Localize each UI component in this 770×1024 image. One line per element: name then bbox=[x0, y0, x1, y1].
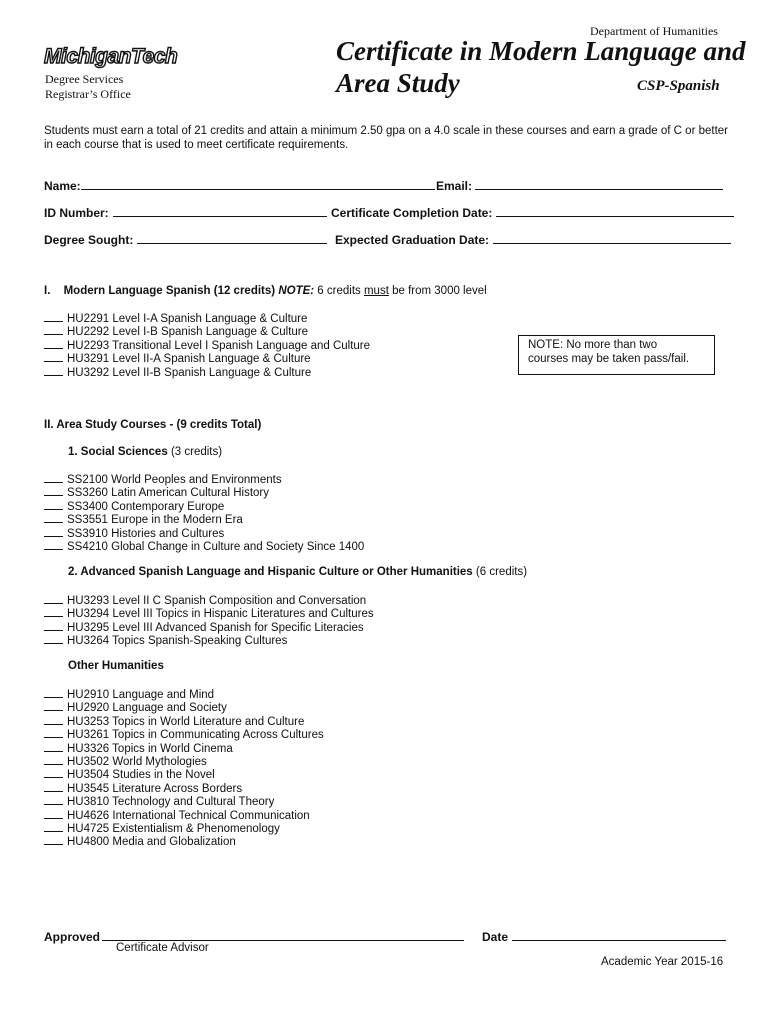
degree-sought-label: Degree Sought: bbox=[44, 233, 134, 247]
list-item[interactable]: SS3400 Contemporary Europe bbox=[44, 499, 364, 512]
certificate-advisor-label: Certificate Advisor bbox=[116, 942, 209, 954]
michigan-tech-logo bbox=[44, 45, 177, 69]
list-item[interactable]: HU4626 International Technical Communication bbox=[44, 808, 324, 821]
list-item[interactable]: HU3326 Topics in World Cinema bbox=[44, 741, 324, 754]
graduation-date-field[interactable] bbox=[335, 232, 731, 247]
checkbox-blank[interactable] bbox=[44, 365, 63, 376]
checkbox-blank[interactable] bbox=[44, 727, 63, 738]
list-item[interactable]: SS2100 World Peoples and Environments bbox=[44, 472, 364, 485]
checkbox-blank[interactable] bbox=[44, 324, 63, 335]
checkbox-blank[interactable] bbox=[44, 351, 63, 362]
list-item[interactable]: HU3292 Level II-B Spanish Language & Culture bbox=[44, 365, 370, 378]
email-field[interactable] bbox=[436, 178, 723, 193]
advanced-spanish-course-list bbox=[44, 593, 374, 647]
checkbox-blank[interactable] bbox=[44, 781, 63, 792]
note-box-line-2: courses may be taken pass/fail. bbox=[528, 352, 690, 365]
list-item[interactable]: SS3260 Latin American Cultural History bbox=[44, 485, 364, 498]
checkbox-blank[interactable] bbox=[44, 821, 63, 832]
list-item[interactable]: SS4210 Global Change in Culture and Society Since 1400 bbox=[44, 539, 364, 552]
checkbox-blank[interactable] bbox=[44, 767, 63, 778]
note-box-line-1: NOTE: No more than two bbox=[528, 339, 658, 351]
degree-sought-input-line[interactable] bbox=[137, 232, 327, 244]
certificate-code: CSP-Spanish bbox=[637, 78, 720, 94]
intro-text-line-1: Students must earn a total of 21 credits and attain a minimum 2.50 gpa on a 4.0 scale in these courses and earn a grade of C or better bbox=[44, 125, 729, 137]
checkbox-blank[interactable] bbox=[44, 512, 63, 523]
list-item[interactable]: HU3261 Topics in Communicating Across Cultures bbox=[44, 727, 324, 740]
office-line-1: Degree Services bbox=[45, 72, 124, 86]
social-sciences-course-list bbox=[44, 472, 364, 552]
approved-signature-line[interactable] bbox=[102, 929, 464, 941]
list-item[interactable]: HU3264 Topics Spanish-Speaking Cultures bbox=[44, 633, 374, 646]
section-1-note-pre: 6 credits bbox=[317, 285, 361, 297]
social-sciences-heading bbox=[68, 446, 222, 458]
academic-year: Academic Year 2015-16 bbox=[601, 956, 724, 968]
logo-text-michigan: Michigan bbox=[44, 45, 132, 68]
page-title-line-2: Area Study bbox=[336, 68, 460, 98]
list-item[interactable]: SS3910 Histories and Cultures bbox=[44, 526, 364, 539]
list-item[interactable]: HU3295 Level III Advanced Spanish for Specific Literacies bbox=[44, 620, 374, 633]
approved-label: Approved bbox=[44, 930, 101, 944]
email-input-line[interactable] bbox=[475, 178, 723, 190]
advanced-spanish-title: 2. Advanced Spanish Language and Hispanic Culture or Other Humanities bbox=[68, 566, 473, 578]
checkbox-blank[interactable] bbox=[44, 472, 63, 483]
list-item[interactable]: HU2293 Transitional Level I Spanish Language and Culture bbox=[44, 338, 370, 351]
checkbox-blank[interactable] bbox=[44, 741, 63, 752]
advanced-spanish-credits: (6 credits) bbox=[475, 566, 528, 578]
checkbox-blank[interactable] bbox=[44, 539, 63, 550]
checkbox-blank[interactable] bbox=[44, 808, 63, 819]
list-item[interactable]: HU3253 Topics in World Literature and Culture bbox=[44, 714, 324, 727]
office-line-2: Registrar’s Office bbox=[45, 87, 131, 101]
checkbox-blank[interactable] bbox=[44, 754, 63, 765]
checkbox-blank[interactable] bbox=[44, 593, 63, 604]
checkbox-blank[interactable] bbox=[44, 606, 63, 617]
list-item[interactable]: HU4725 Existentialism & Phenomenology bbox=[44, 821, 324, 834]
department-label: Department of Humanities bbox=[590, 24, 718, 38]
section-1-note-post: be from 3000 level bbox=[392, 285, 487, 297]
page-title-line-1: Certificate in Modern Language and bbox=[336, 36, 746, 66]
pass-fail-note-box bbox=[518, 335, 715, 375]
name-input-line[interactable] bbox=[81, 178, 435, 190]
list-item[interactable]: SS3551 Europe in the Modern Era bbox=[44, 512, 364, 525]
graduation-date-input-line[interactable] bbox=[493, 232, 731, 244]
approved-field[interactable] bbox=[44, 929, 464, 944]
name-label: Name: bbox=[44, 179, 81, 193]
checkbox-blank[interactable] bbox=[44, 338, 63, 349]
list-item[interactable]: HU2920 Language and Society bbox=[44, 700, 324, 713]
other-humanities-heading: Other Humanities bbox=[68, 660, 164, 672]
checkbox-blank[interactable] bbox=[44, 700, 63, 711]
list-item[interactable]: HU3504 Studies in the Novel bbox=[44, 767, 324, 780]
advanced-spanish-heading bbox=[68, 566, 527, 578]
list-item[interactable]: HU3502 World Mythologies bbox=[44, 754, 324, 767]
date-field[interactable] bbox=[482, 929, 726, 944]
checkbox-blank[interactable] bbox=[44, 714, 63, 725]
list-item[interactable]: HU2292 Level I-B Spanish Language & Culture bbox=[44, 324, 370, 337]
checkbox-blank[interactable] bbox=[44, 620, 63, 631]
list-item[interactable]: HU3294 Level III Topics in Hispanic Literatures and Cultures bbox=[44, 606, 374, 619]
section-1-numeral: I. bbox=[44, 285, 51, 297]
section-1-note-label: NOTE: bbox=[278, 285, 315, 297]
completion-date-label: Certificate Completion Date: bbox=[331, 206, 493, 220]
checkbox-blank[interactable] bbox=[44, 499, 63, 510]
completion-date-field[interactable] bbox=[331, 205, 734, 220]
date-input-line[interactable] bbox=[512, 929, 726, 941]
list-item[interactable]: HU3291 Level II-A Spanish Language & Culture bbox=[44, 351, 370, 364]
section-1-note-must: must bbox=[363, 285, 389, 297]
list-item[interactable]: HU2910 Language and Mind bbox=[44, 687, 324, 700]
id-number-field[interactable] bbox=[44, 205, 327, 220]
section-1-course-list bbox=[44, 311, 370, 378]
list-item[interactable]: HU3293 Level II C Spanish Composition and Conversation bbox=[44, 593, 374, 606]
intro-text-line-2: in each course that is used to meet certificate requirements. bbox=[44, 139, 349, 151]
social-sciences-title: 1. Social Sciences bbox=[68, 446, 168, 458]
section-1-title: Modern Language Spanish (12 credits) bbox=[63, 285, 276, 297]
graduation-date-label: Expected Graduation Date: bbox=[335, 233, 490, 247]
list-item[interactable]: HU3810 Technology and Cultural Theory bbox=[44, 794, 324, 807]
list-item[interactable]: HU3545 Literature Across Borders bbox=[44, 781, 324, 794]
completion-date-input-line[interactable] bbox=[496, 205, 734, 217]
checkbox-blank[interactable] bbox=[44, 485, 63, 496]
checkbox-blank[interactable] bbox=[44, 633, 63, 644]
checkbox-blank[interactable] bbox=[44, 687, 63, 698]
checkbox-blank[interactable] bbox=[44, 834, 63, 845]
name-field[interactable] bbox=[44, 178, 435, 193]
date-label: Date bbox=[482, 930, 509, 944]
email-label: Email: bbox=[436, 179, 473, 193]
logo-text-tech: Tech bbox=[131, 45, 178, 68]
section-1-heading bbox=[44, 285, 487, 297]
other-humanities-course-list bbox=[44, 687, 324, 848]
id-number-label: ID Number: bbox=[44, 206, 109, 220]
checkbox-blank[interactable] bbox=[44, 794, 63, 805]
social-sciences-credits: (3 credits) bbox=[170, 446, 223, 458]
id-number-input-line[interactable] bbox=[113, 205, 327, 217]
degree-sought-field[interactable] bbox=[44, 232, 327, 247]
list-item[interactable]: HU2291 Level I-A Spanish Language & Culture bbox=[44, 311, 370, 324]
list-item[interactable]: HU4800 Media and Globalization bbox=[44, 834, 324, 847]
section-2-heading: II. Area Study Courses - (9 credits Total) bbox=[44, 419, 262, 431]
checkbox-blank[interactable] bbox=[44, 311, 63, 322]
checkbox-blank[interactable] bbox=[44, 526, 63, 537]
